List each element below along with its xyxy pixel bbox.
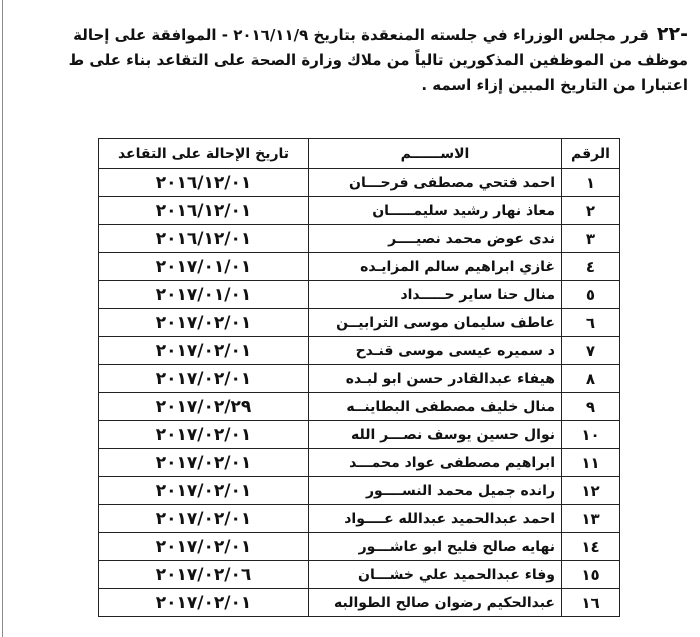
row-number: ١١ bbox=[562, 449, 620, 477]
table-row bbox=[99, 365, 620, 393]
table-row bbox=[99, 589, 620, 617]
header-retirement-date: تاريخ الإحالة على التقاعد bbox=[99, 139, 309, 169]
row-name: عبدالحكيم رضوان صالح الطوالبه bbox=[309, 589, 562, 617]
table-row bbox=[99, 533, 620, 561]
row-name: معاذ نهار رشيد سليمـــــان bbox=[309, 197, 562, 225]
row-name: منال خليف مصطفى البطاينــه bbox=[309, 393, 562, 421]
row-retirement-date: ٢٠١٧/٠٢/٠١ bbox=[99, 365, 309, 393]
table-row bbox=[99, 225, 620, 253]
row-retirement-date: ٢٠١٧/٠٢/٠١ bbox=[99, 477, 309, 505]
decision-paragraph bbox=[2, 22, 688, 98]
row-number: ١٦ bbox=[562, 589, 620, 617]
row-name: هيفاء عبدالقادر حسن ابو لبـده bbox=[309, 365, 562, 393]
table-row bbox=[99, 505, 620, 533]
decision-line-1-text: قرر مجلس الوزراء في جلسته المنعقدة بتاريخ ٢٠١٦/١١/٩ - الموافقة على إحالة bbox=[73, 26, 649, 44]
row-retirement-date: ٢٠١٧/٠٢/٠١ bbox=[99, 421, 309, 449]
row-number: ١٠ bbox=[562, 421, 620, 449]
header-name: الاســــــم bbox=[309, 139, 562, 169]
row-name: د سميره عيسى موسى قنـدح bbox=[309, 337, 562, 365]
row-number: ١٢ bbox=[562, 477, 620, 505]
row-retirement-date: ٢٠١٧/٠١/٠١ bbox=[99, 281, 309, 309]
table-row bbox=[99, 449, 620, 477]
row-retirement-date: ٢٠١٧/٠٢/٠١ bbox=[99, 337, 309, 365]
decision-line-1 bbox=[2, 22, 688, 48]
table-row bbox=[99, 421, 620, 449]
row-retirement-date: ٢٠١٧/٠٢/٠١ bbox=[99, 505, 309, 533]
row-retirement-date: ٢٠١٧/٠٢/٠١ bbox=[99, 449, 309, 477]
row-number: ٥ bbox=[562, 281, 620, 309]
table-row bbox=[99, 253, 620, 281]
row-number: ٢ bbox=[562, 197, 620, 225]
row-name: غازي ابراهيم سالم المزايـده bbox=[309, 253, 562, 281]
row-name: احمد عبدالحميد عبدالله عــــواد bbox=[309, 505, 562, 533]
row-number: ٩ bbox=[562, 393, 620, 421]
retirees-table bbox=[98, 138, 620, 617]
table-row bbox=[99, 337, 620, 365]
row-retirement-date: ٢٠١٧/٠١/٠١ bbox=[99, 253, 309, 281]
item-number: -٢٢ bbox=[656, 23, 688, 45]
row-name: رانده جميل محمد النســــور bbox=[309, 477, 562, 505]
row-retirement-date: ٢٠١٦/١٢/٠١ bbox=[99, 225, 309, 253]
decision-line-2: موظف من الموظفين المذكورين تالياً من ملاك وزارة الصحة على التقاعد بناء على ط bbox=[68, 51, 688, 69]
header-number: الرقم bbox=[562, 139, 620, 169]
table-header-row bbox=[99, 139, 620, 169]
row-name: وفاء عبدالحميد علي خشـــان bbox=[309, 561, 562, 589]
decision-line-3: اعتبارا من التاريخ المبين إزاء اسمه . bbox=[421, 76, 688, 94]
row-name: نوال حسين يوسف نصـــر الله bbox=[309, 421, 562, 449]
row-retirement-date: ٢٠١٧/٠٢/٢٩ bbox=[99, 393, 309, 421]
row-number: ١٥ bbox=[562, 561, 620, 589]
row-retirement-date: ٢٠١٧/٠٢/٠١ bbox=[99, 309, 309, 337]
row-name: ابراهيم مصطفى عواد محمـــد bbox=[309, 449, 562, 477]
row-number: ١ bbox=[562, 169, 620, 197]
row-name: ندى عوض محمد نصيــــر bbox=[309, 225, 562, 253]
table-row bbox=[99, 169, 620, 197]
row-name: احمد فتحي مصطفى فرحـــان bbox=[309, 169, 562, 197]
table-row bbox=[99, 309, 620, 337]
row-number: ٤ bbox=[562, 253, 620, 281]
table-row bbox=[99, 281, 620, 309]
row-name: نهايه صالح فليح ابو عاشـــور bbox=[309, 533, 562, 561]
table-row bbox=[99, 393, 620, 421]
row-number: ٣ bbox=[562, 225, 620, 253]
row-number: ١٤ bbox=[562, 533, 620, 561]
row-name: عاطف سليمان موسى الترابيــن bbox=[309, 309, 562, 337]
row-number: ٦ bbox=[562, 309, 620, 337]
row-retirement-date: ٢٠١٦/١٢/٠١ bbox=[99, 169, 309, 197]
row-retirement-date: ٢٠١٦/١٢/٠١ bbox=[99, 197, 309, 225]
row-number: ١٣ bbox=[562, 505, 620, 533]
table-row bbox=[99, 561, 620, 589]
row-name: منال حنا ساير حـــــداد bbox=[309, 281, 562, 309]
row-number: ٨ bbox=[562, 365, 620, 393]
row-retirement-date: ٢٠١٧/٠٢/٠١ bbox=[99, 533, 309, 561]
table-row bbox=[99, 197, 620, 225]
row-number: ٧ bbox=[562, 337, 620, 365]
row-retirement-date: ٢٠١٧/٠٢/٠٦ bbox=[99, 561, 309, 589]
row-retirement-date: ٢٠١٧/٠٢/٠١ bbox=[99, 589, 309, 617]
table-row bbox=[99, 477, 620, 505]
table-body bbox=[99, 169, 620, 617]
